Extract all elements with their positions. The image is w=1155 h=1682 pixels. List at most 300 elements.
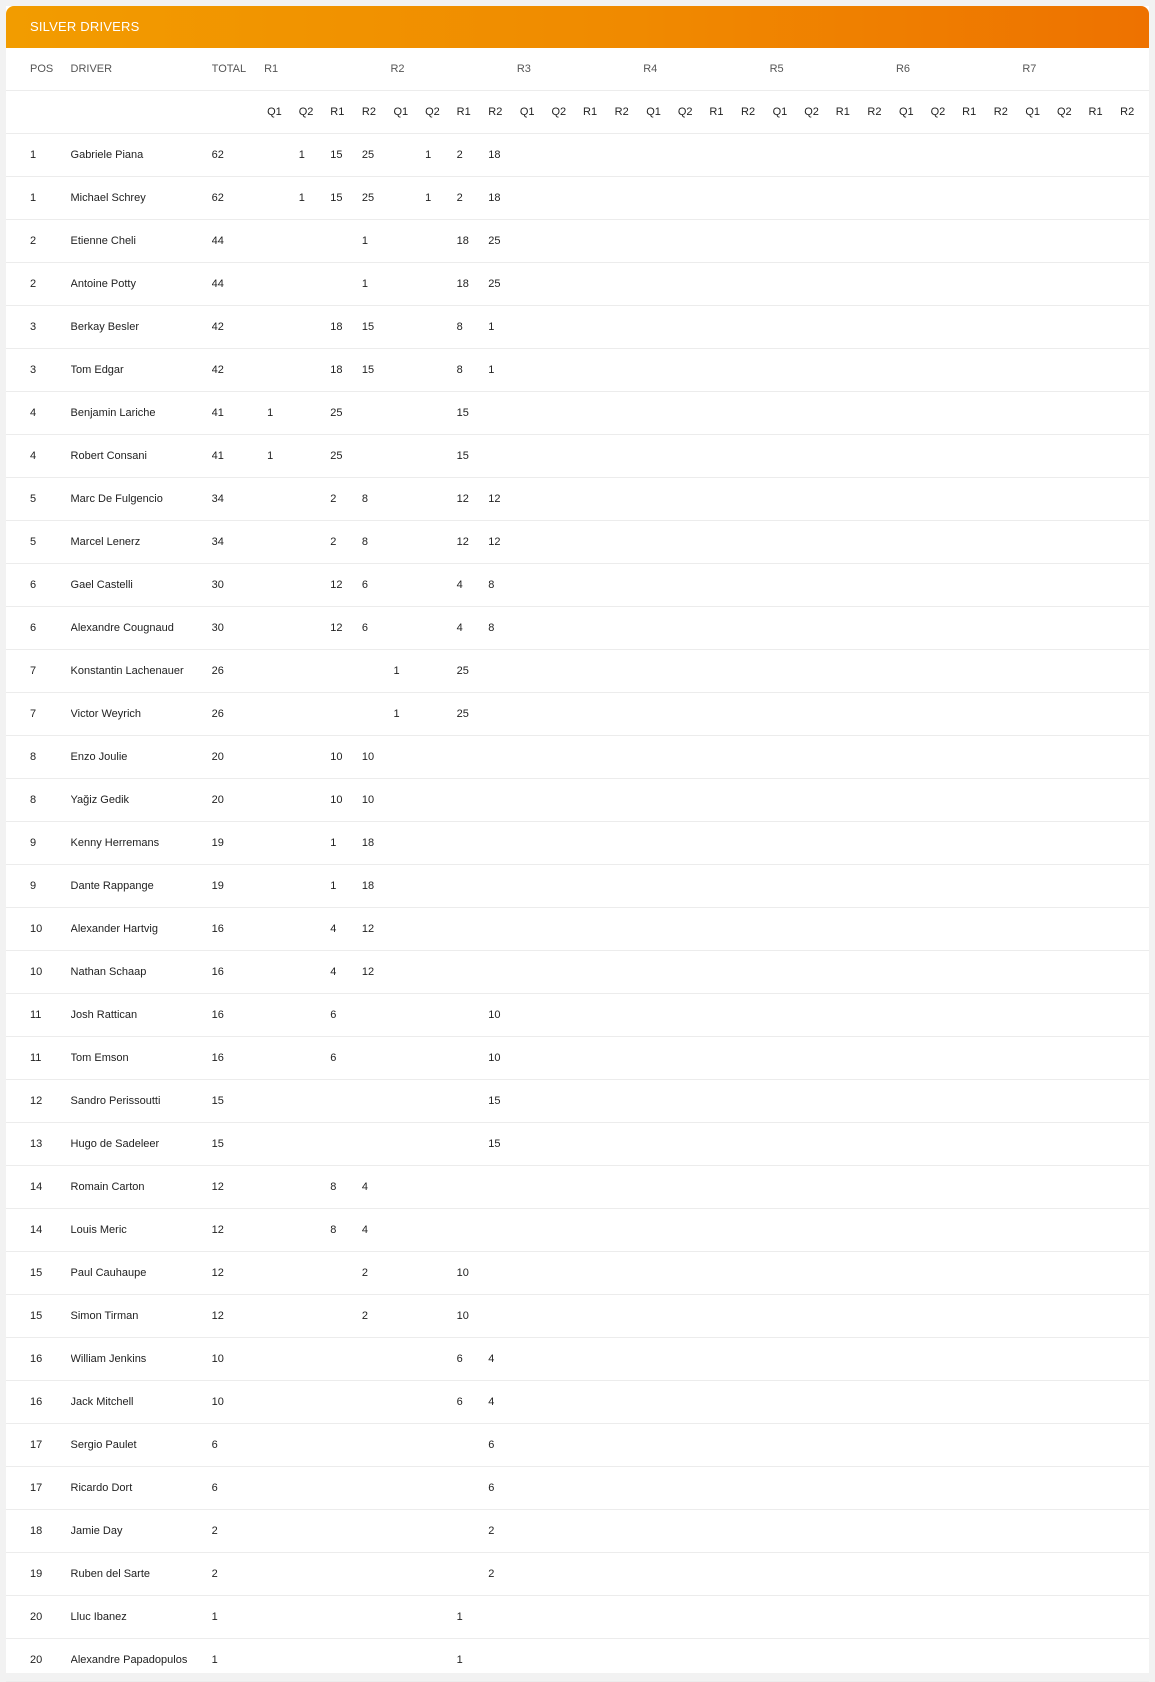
total-points-cell: 10 — [211, 1395, 224, 1408]
driver-name-cell: Marcel Lenerz — [70, 535, 141, 548]
score-cell — [612, 348, 644, 391]
score-cell — [1054, 1423, 1086, 1466]
score-cell — [359, 1638, 391, 1681]
score-cell — [706, 1294, 738, 1337]
driver-name-cell: Kenny Herremans — [70, 836, 160, 849]
score-cell — [1022, 735, 1054, 778]
score-cell — [296, 778, 328, 821]
score-cell — [833, 778, 865, 821]
score-cell — [517, 305, 549, 348]
score-cell — [643, 1466, 675, 1509]
score-cell — [896, 1552, 928, 1595]
score-cell — [991, 735, 1023, 778]
score-cell — [864, 692, 896, 735]
score-cell: 2 — [361, 1266, 368, 1279]
score-cell — [422, 1036, 454, 1079]
score-cell — [991, 133, 1023, 176]
score-cell — [675, 262, 707, 305]
column-header-pos: POS — [30, 62, 54, 75]
score-cell — [770, 1251, 802, 1294]
score-cell — [643, 649, 675, 692]
score-cell: 25 — [361, 191, 375, 204]
score-cell — [296, 391, 328, 434]
score-cell — [612, 1122, 644, 1165]
score-cell — [390, 1122, 422, 1165]
score-cell — [1054, 563, 1086, 606]
column-header-round-5: R5 — [769, 62, 784, 75]
score-cell — [1022, 477, 1054, 520]
driver-name-cell: Romain Carton — [70, 1180, 145, 1193]
score-cell — [896, 821, 928, 864]
score-cell — [390, 348, 422, 391]
score-cell — [959, 1638, 991, 1681]
total-points-cell: 44 — [211, 277, 224, 290]
score-cell — [517, 1509, 549, 1552]
score-cell — [296, 434, 328, 477]
score-cell — [928, 1638, 960, 1681]
score-cell — [801, 1595, 833, 1638]
score-cell — [991, 477, 1023, 520]
driver-name-cell: Sandro Perissoutti — [70, 1094, 161, 1107]
table-row — [6, 950, 1149, 993]
table-row — [6, 1595, 1149, 1638]
score-cell — [991, 950, 1023, 993]
header-spacer — [212, 90, 264, 133]
score-cell — [1054, 735, 1086, 778]
score-cell — [928, 606, 960, 649]
driver-name-cell: Jamie Day — [70, 1524, 123, 1537]
score-cell — [770, 1509, 802, 1552]
score-cell: 12 — [456, 535, 469, 548]
score-cell — [833, 434, 865, 477]
score-cell — [517, 993, 549, 1036]
score-cell — [770, 520, 802, 563]
score-cell — [833, 1423, 865, 1466]
score-cell — [643, 1552, 675, 1595]
total-points-cell: 6 — [211, 1438, 218, 1451]
score-cell — [864, 1638, 896, 1681]
score-cell — [1022, 993, 1054, 1036]
score-cell — [801, 1423, 833, 1466]
score-cell — [675, 1036, 707, 1079]
driver-name-cell: Sergio Paulet — [70, 1438, 137, 1451]
score-cell — [264, 1552, 296, 1595]
score-cell — [548, 1638, 580, 1681]
score-cell — [296, 692, 328, 735]
score-cell — [959, 1208, 991, 1251]
score-cell — [928, 1251, 960, 1294]
score-cell — [264, 864, 296, 907]
score-cell — [738, 305, 770, 348]
score-cell — [548, 606, 580, 649]
score-cell — [1086, 993, 1118, 1036]
score-cell — [991, 993, 1023, 1036]
score-cell — [1086, 1208, 1118, 1251]
score-cell — [454, 1208, 486, 1251]
column-header-session: R2 — [488, 105, 503, 118]
score-cell — [296, 1638, 328, 1681]
score-cell — [1117, 477, 1149, 520]
column-header-session: R1 — [456, 105, 471, 118]
score-cell — [864, 1466, 896, 1509]
score-cell — [991, 391, 1023, 434]
score-cell — [1022, 391, 1054, 434]
score-cell — [327, 1251, 359, 1294]
score-cell — [422, 1423, 454, 1466]
score-cell — [959, 1380, 991, 1423]
score-cell — [864, 1079, 896, 1122]
score-cell — [1086, 262, 1118, 305]
score-cell: 15 — [456, 406, 469, 419]
score-cell — [359, 434, 391, 477]
score-cell — [548, 735, 580, 778]
score-cell — [296, 219, 328, 262]
total-points-cell: 2 — [211, 1567, 218, 1580]
score-cell — [612, 907, 644, 950]
score-cell — [770, 993, 802, 1036]
score-cell — [706, 1595, 738, 1638]
position-cell: 1 — [30, 191, 37, 204]
score-cell — [801, 262, 833, 305]
score-cell — [770, 1165, 802, 1208]
score-cell — [359, 1509, 391, 1552]
score-cell — [801, 176, 833, 219]
score-cell — [327, 1079, 359, 1122]
score-cell — [422, 735, 454, 778]
table-row — [6, 305, 1149, 348]
score-cell: 1 — [330, 836, 337, 849]
score-cell — [580, 1595, 612, 1638]
score-cell — [359, 1466, 391, 1509]
score-cell — [706, 1380, 738, 1423]
score-cell — [864, 477, 896, 520]
score-cell — [359, 1122, 391, 1165]
score-cell — [896, 1294, 928, 1337]
score-cell — [390, 993, 422, 1036]
score-cell — [517, 1423, 549, 1466]
score-cell — [959, 778, 991, 821]
score-cell — [1086, 219, 1118, 262]
score-cell — [770, 1423, 802, 1466]
score-cell — [643, 1337, 675, 1380]
score-cell — [928, 735, 960, 778]
column-header-round-1: R1 — [264, 62, 279, 75]
score-cell — [390, 219, 422, 262]
table-row — [6, 1036, 1149, 1079]
score-cell — [801, 434, 833, 477]
driver-name-cell: Etienne Cheli — [70, 234, 136, 247]
position-cell: 7 — [30, 664, 37, 677]
score-cell: 6 — [361, 578, 368, 591]
score-cell — [296, 262, 328, 305]
score-cell — [1054, 606, 1086, 649]
total-points-cell: 10 — [211, 1352, 224, 1365]
table-row — [6, 1208, 1149, 1251]
score-cell — [738, 1122, 770, 1165]
driver-name-cell: Marc De Fulgencio — [70, 492, 163, 505]
score-cell — [833, 219, 865, 262]
score-cell — [833, 348, 865, 391]
standings-title: SILVER DRIVERS — [6, 6, 1149, 48]
score-cell — [296, 1337, 328, 1380]
score-cell — [548, 778, 580, 821]
score-cell — [959, 907, 991, 950]
score-cell — [864, 1036, 896, 1079]
score-cell — [359, 692, 391, 735]
score-cell — [928, 520, 960, 563]
score-cell — [896, 950, 928, 993]
score-cell — [517, 391, 549, 434]
score-cell — [327, 1595, 359, 1638]
total-points-cell: 34 — [211, 492, 224, 505]
score-cell — [643, 1208, 675, 1251]
score-cell — [801, 1509, 833, 1552]
score-cell — [706, 1638, 738, 1681]
column-header-session: R2 — [741, 105, 756, 118]
score-cell — [264, 1509, 296, 1552]
score-cell — [548, 1079, 580, 1122]
score-cell — [422, 692, 454, 735]
score-cell — [770, 950, 802, 993]
score-cell — [706, 606, 738, 649]
score-cell — [991, 1337, 1023, 1380]
score-cell — [1117, 1423, 1149, 1466]
driver-name-cell: Tom Edgar — [70, 363, 124, 376]
position-cell: 3 — [30, 363, 37, 376]
score-cell — [422, 520, 454, 563]
score-cell — [864, 1251, 896, 1294]
score-cell — [991, 864, 1023, 907]
score-cell — [706, 735, 738, 778]
position-cell: 3 — [30, 320, 37, 333]
score-cell — [422, 821, 454, 864]
score-cell — [991, 1380, 1023, 1423]
score-cell — [1022, 1380, 1054, 1423]
score-cell — [896, 391, 928, 434]
score-cell — [675, 434, 707, 477]
score-cell — [801, 606, 833, 649]
score-cell — [612, 735, 644, 778]
score-cell — [1054, 1552, 1086, 1595]
score-cell — [517, 1466, 549, 1509]
score-cell — [580, 1294, 612, 1337]
score-cell — [580, 993, 612, 1036]
score-cell — [1022, 864, 1054, 907]
score-cell — [264, 950, 296, 993]
position-cell: 17 — [30, 1438, 43, 1451]
score-cell — [864, 262, 896, 305]
score-cell — [390, 778, 422, 821]
score-cell — [643, 219, 675, 262]
score-cell — [1054, 1294, 1086, 1337]
score-cell — [928, 1294, 960, 1337]
score-cell — [675, 391, 707, 434]
score-cell — [1117, 864, 1149, 907]
score-cell — [1117, 176, 1149, 219]
score-cell — [675, 606, 707, 649]
score-cell — [706, 649, 738, 692]
score-cell: 15 — [330, 191, 343, 204]
score-cell — [706, 1509, 738, 1552]
score-cell — [864, 735, 896, 778]
score-cell — [675, 821, 707, 864]
score-cell — [359, 1423, 391, 1466]
score-cell — [359, 1079, 391, 1122]
score-cell — [264, 1208, 296, 1251]
total-points-cell: 30 — [211, 578, 224, 591]
score-cell — [675, 1208, 707, 1251]
score-cell — [1022, 305, 1054, 348]
score-cell — [833, 1165, 865, 1208]
score-cell — [959, 864, 991, 907]
score-cell — [928, 907, 960, 950]
total-points-cell: 1 — [211, 1610, 218, 1623]
score-cell — [864, 1122, 896, 1165]
score-cell — [390, 606, 422, 649]
score-cell — [517, 477, 549, 520]
score-cell — [770, 1036, 802, 1079]
score-cell — [296, 907, 328, 950]
score-cell — [833, 1595, 865, 1638]
score-cell — [327, 1552, 359, 1595]
score-cell — [864, 1595, 896, 1638]
table-row — [6, 1380, 1149, 1423]
score-cell: 6 — [488, 1481, 495, 1494]
score-cell — [738, 133, 770, 176]
score-cell — [643, 1638, 675, 1681]
score-cell — [833, 735, 865, 778]
score-cell — [422, 1251, 454, 1294]
score-cell — [643, 606, 675, 649]
total-points-cell: 19 — [211, 879, 224, 892]
score-cell — [833, 1036, 865, 1079]
score-cell — [454, 1165, 486, 1208]
score-cell — [959, 434, 991, 477]
score-cell — [548, 1552, 580, 1595]
score-cell — [422, 477, 454, 520]
score-cell — [896, 1509, 928, 1552]
score-cell — [1054, 391, 1086, 434]
score-cell — [548, 950, 580, 993]
score-cell — [517, 606, 549, 649]
score-cell — [896, 305, 928, 348]
score-cell — [548, 907, 580, 950]
position-cell: 11 — [30, 1008, 42, 1021]
driver-name-cell: Ricardo Dort — [70, 1481, 133, 1494]
score-cell — [517, 1638, 549, 1681]
score-cell — [390, 563, 422, 606]
score-cell — [327, 1638, 359, 1681]
score-cell — [706, 176, 738, 219]
score-cell — [770, 1638, 802, 1681]
score-cell — [296, 993, 328, 1036]
score-cell — [706, 1036, 738, 1079]
position-cell: 16 — [30, 1395, 43, 1408]
score-cell — [359, 391, 391, 434]
score-cell — [896, 1208, 928, 1251]
score-cell — [1117, 219, 1149, 262]
score-cell — [1054, 778, 1086, 821]
score-cell — [612, 1595, 644, 1638]
score-cell: 1 — [267, 449, 274, 462]
score-cell — [738, 1466, 770, 1509]
score-cell — [1117, 1552, 1149, 1595]
score-cell — [580, 1638, 612, 1681]
score-cell — [296, 1509, 328, 1552]
score-cell — [706, 348, 738, 391]
score-cell — [1086, 606, 1118, 649]
score-cell: 8 — [456, 363, 463, 376]
score-cell — [1117, 993, 1149, 1036]
score-cell — [580, 692, 612, 735]
driver-name-cell: Tom Emson — [70, 1051, 129, 1064]
score-cell — [643, 391, 675, 434]
score-cell — [770, 176, 802, 219]
score-cell — [801, 520, 833, 563]
score-cell — [454, 1079, 486, 1122]
score-cell — [296, 1595, 328, 1638]
score-cell: 2 — [361, 1309, 368, 1322]
score-cell — [517, 1337, 549, 1380]
score-cell — [706, 864, 738, 907]
score-cell — [1086, 1595, 1118, 1638]
table-row — [6, 1337, 1149, 1380]
score-cell — [327, 1122, 359, 1165]
score-cell — [296, 563, 328, 606]
score-cell: 8 — [488, 621, 495, 634]
table-row — [6, 133, 1149, 176]
score-cell: 12 — [488, 492, 501, 505]
score-cell — [390, 864, 422, 907]
score-cell — [548, 219, 580, 262]
score-cell — [1117, 434, 1149, 477]
table-row — [6, 391, 1149, 434]
score-cell — [864, 864, 896, 907]
score-cell — [801, 1380, 833, 1423]
score-cell — [422, 1380, 454, 1423]
score-cell — [485, 1208, 517, 1251]
score-cell — [738, 434, 770, 477]
score-cell — [675, 1294, 707, 1337]
score-cell — [1086, 434, 1118, 477]
score-cell — [959, 1337, 991, 1380]
score-cell — [738, 176, 770, 219]
score-cell — [422, 907, 454, 950]
column-header-session: Q2 — [551, 105, 567, 118]
score-cell — [517, 778, 549, 821]
score-cell — [264, 1036, 296, 1079]
score-cell — [390, 520, 422, 563]
score-cell: 10 — [488, 1008, 501, 1021]
position-cell: 9 — [30, 836, 37, 849]
score-cell — [928, 1079, 960, 1122]
score-cell — [991, 1079, 1023, 1122]
column-header-session: Q1 — [1025, 105, 1041, 118]
score-cell — [738, 1337, 770, 1380]
score-cell — [264, 1423, 296, 1466]
score-cell — [612, 563, 644, 606]
score-cell — [264, 1165, 296, 1208]
table-row — [6, 778, 1149, 821]
score-cell — [422, 649, 454, 692]
score-cell — [1054, 950, 1086, 993]
score-cell — [264, 1294, 296, 1337]
score-cell — [296, 606, 328, 649]
score-cell — [359, 1380, 391, 1423]
score-cell — [738, 219, 770, 262]
score-cell — [801, 305, 833, 348]
score-cell — [706, 778, 738, 821]
